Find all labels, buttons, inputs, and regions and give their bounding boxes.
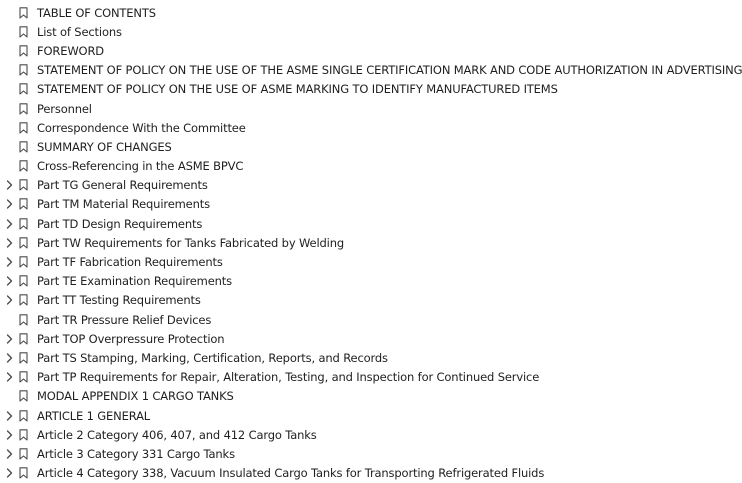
bookmark-item[interactable] xyxy=(0,387,600,406)
expand-spacer xyxy=(3,157,15,176)
bookmark-label: Cross-Referencing in the ASME BPVC xyxy=(37,159,244,174)
bookmark-list xyxy=(0,3,742,483)
chevron-right-icon[interactable] xyxy=(3,291,15,310)
chevron-right-icon[interactable] xyxy=(3,214,15,233)
bookmark-icon xyxy=(18,291,28,310)
bookmark-item[interactable] xyxy=(0,41,600,60)
bookmark-icon xyxy=(18,348,28,367)
bookmark-label: Part TG General Requirements xyxy=(37,178,208,193)
bookmark-label: Part TOP Overpressure Protection xyxy=(37,331,225,346)
bookmark-item[interactable] xyxy=(0,406,600,425)
bookmark-item[interactable] xyxy=(0,118,600,137)
bookmark-item[interactable] xyxy=(0,80,600,99)
bookmark-icon xyxy=(18,99,28,118)
chevron-right-icon[interactable] xyxy=(3,425,15,444)
chevron-right-icon[interactable] xyxy=(3,272,15,291)
expand-spacer xyxy=(3,61,15,80)
bookmark-label: Personnel xyxy=(37,101,92,116)
bookmark-label: Article 3 Category 331 Cargo Tanks xyxy=(37,446,235,461)
bookmark-icon xyxy=(18,272,28,291)
expand-spacer xyxy=(3,310,15,329)
bookmark-icon xyxy=(18,176,28,195)
chevron-right-icon[interactable] xyxy=(3,233,15,252)
bookmark-label: Part TM Material Requirements xyxy=(37,197,210,212)
bookmark-item[interactable] xyxy=(0,464,600,483)
bookmark-item[interactable] xyxy=(0,137,600,156)
bookmark-label: Article 4 Category 338, Vacuum Insulated Cargo Tanks for Transporting Refrigerated Fluids xyxy=(37,466,545,481)
bookmark-icon xyxy=(18,329,28,348)
bookmark-item[interactable] xyxy=(0,22,600,41)
bookmark-icon xyxy=(18,157,28,176)
bookmark-label: STATEMENT OF POLICY ON THE USE OF ASME MARKING TO IDENTIFY MANUFACTURED ITEMS xyxy=(37,82,558,97)
bookmark-icon xyxy=(18,233,28,252)
chevron-right-icon[interactable] xyxy=(3,329,15,348)
bookmark-icon xyxy=(18,253,28,272)
chevron-right-icon[interactable] xyxy=(3,195,15,214)
bookmark-item[interactable] xyxy=(0,157,600,176)
bookmark-label: Part TD Design Requirements xyxy=(37,216,203,231)
bookmark-label: Part TE Examination Requirements xyxy=(37,274,232,289)
bookmark-label: Part TR Pressure Relief Devices xyxy=(37,312,212,327)
bookmark-icon xyxy=(18,80,28,99)
bookmark-icon xyxy=(18,137,28,156)
chevron-right-icon[interactable] xyxy=(3,464,15,483)
bookmark-icon xyxy=(18,425,28,444)
bookmark-label: Part TT Testing Requirements xyxy=(37,293,201,308)
bookmark-item[interactable] xyxy=(0,272,600,291)
bookmark-label: SUMMARY OF CHANGES xyxy=(37,139,172,154)
expand-spacer xyxy=(3,387,15,406)
bookmark-label: ARTICLE 1 GENERAL xyxy=(37,408,151,423)
bookmark-icon xyxy=(18,368,28,387)
bookmark-label: STATEMENT OF POLICY ON THE USE OF THE ASME SINGLE CERTIFICATION MARK AND CODE AUTHORIZATION IN ADVERTISING xyxy=(37,63,742,78)
bookmark-item[interactable] xyxy=(0,99,600,118)
bookmark-item[interactable] xyxy=(0,176,600,195)
bookmark-icon xyxy=(18,118,28,137)
bookmark-icon xyxy=(18,406,28,425)
bookmark-item[interactable] xyxy=(0,291,600,310)
bookmark-icon xyxy=(18,195,28,214)
bookmark-label: TABLE OF CONTENTS xyxy=(37,5,156,20)
bookmark-icon xyxy=(18,387,28,406)
chevron-right-icon[interactable] xyxy=(3,253,15,272)
bookmark-label: Article 2 Category 406, 407, and 412 Cargo Tanks xyxy=(37,427,317,442)
bookmark-label: Part TF Fabrication Requirements xyxy=(37,255,223,270)
bookmark-item[interactable] xyxy=(0,425,600,444)
bookmark-label: MODAL APPENDIX 1 CARGO TANKS xyxy=(37,389,234,404)
bookmark-item[interactable] xyxy=(0,368,600,387)
bookmark-label: Part TP Requirements for Repair, Alteration, Testing, and Inspection for Continued Service xyxy=(37,370,540,385)
bookmark-icon xyxy=(18,310,28,329)
bookmark-label: Correspondence With the Committee xyxy=(37,120,246,135)
expand-spacer xyxy=(3,99,15,118)
expand-spacer xyxy=(3,80,15,99)
bookmark-label: Part TW Requirements for Tanks Fabricated by Welding xyxy=(37,235,344,250)
bookmark-label: Part TS Stamping, Marking, Certification, Reports, and Records xyxy=(37,350,388,365)
chevron-right-icon[interactable] xyxy=(3,348,15,367)
bookmark-item[interactable] xyxy=(0,3,600,22)
bookmark-item[interactable] xyxy=(0,195,600,214)
expand-spacer xyxy=(3,118,15,137)
chevron-right-icon[interactable] xyxy=(3,406,15,425)
chevron-right-icon[interactable] xyxy=(3,368,15,387)
bookmark-item[interactable] xyxy=(0,444,600,463)
bookmark-icon xyxy=(18,444,28,463)
expand-spacer xyxy=(3,41,15,60)
bookmark-icon xyxy=(18,214,28,233)
bookmark-icon xyxy=(18,41,28,60)
bookmark-icon xyxy=(18,61,28,80)
chevron-right-icon[interactable] xyxy=(3,444,15,463)
bookmark-item[interactable] xyxy=(0,61,742,80)
bookmark-item[interactable] xyxy=(0,214,600,233)
bookmark-item[interactable] xyxy=(0,252,600,271)
expand-spacer xyxy=(3,3,15,22)
bookmark-label: List of Sections xyxy=(37,24,122,39)
bookmark-item[interactable] xyxy=(0,310,600,329)
bookmark-icon xyxy=(18,464,28,483)
bookmark-item[interactable] xyxy=(0,348,600,367)
bookmark-item[interactable] xyxy=(0,329,600,348)
expand-spacer xyxy=(3,22,15,41)
chevron-right-icon[interactable] xyxy=(3,176,15,195)
bookmark-icon xyxy=(18,3,28,22)
bookmark-icon xyxy=(18,22,28,41)
bookmark-item[interactable] xyxy=(0,233,600,252)
expand-spacer xyxy=(3,137,15,156)
bookmark-label: FOREWORD xyxy=(37,43,104,58)
